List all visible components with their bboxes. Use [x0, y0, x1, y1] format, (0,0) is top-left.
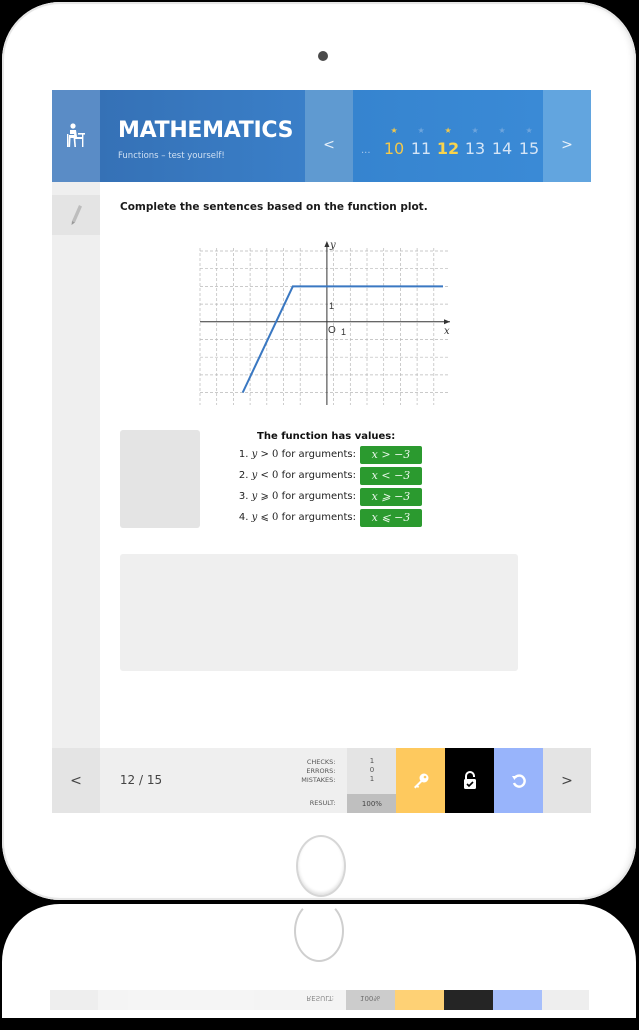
answer-row-3: 3. y ⩾ 0 for arguments: x ⩾ −3: [227, 486, 422, 507]
errors-label: ERRORS:: [306, 767, 336, 775]
function-plot: [192, 235, 462, 410]
answers-heading: The function has values:: [257, 431, 396, 442]
next-page-button[interactable]: >: [543, 90, 591, 182]
result-label: RESULT:: [309, 799, 336, 807]
page-indicator: 12 / 15: [119, 772, 163, 787]
page-10[interactable]: ★ 10: [381, 139, 408, 158]
show-answer-button[interactable]: [396, 748, 445, 813]
answer-chip-1[interactable]: x > −3: [360, 446, 422, 464]
svg-text:y: y: [330, 240, 336, 251]
title-block: [100, 90, 305, 182]
tool-sidebar: [52, 182, 100, 748]
answer-chip-4[interactable]: x ⩽ −3: [360, 509, 422, 527]
answer-chip-2[interactable]: x < −3: [360, 467, 422, 485]
checks-value: 1: [369, 757, 375, 765]
star-icon: ★: [525, 126, 533, 135]
footer-reflection: RESULT: 100%: [50, 990, 589, 1010]
star-icon: ★: [390, 126, 398, 135]
mistakes-label: MISTAKES:: [301, 776, 336, 784]
home-button[interactable]: [296, 835, 346, 897]
image-placeholder: [120, 430, 200, 528]
student-at-desk-icon: [52, 90, 100, 182]
answer-row-1: 1. y > 0 for arguments: x > −3: [227, 444, 422, 465]
answer-row-4: 4. y ⩽ 0 for arguments: x ⩽ −3: [227, 507, 422, 528]
page-11[interactable]: ★ 11: [408, 139, 435, 158]
header: [52, 90, 591, 182]
errors-value: 0: [369, 766, 375, 774]
page-15[interactable]: ★ 15: [516, 139, 543, 158]
answers-panel: [227, 431, 457, 528]
tablet-reflection: [2, 904, 636, 1018]
star-icon: ★: [444, 126, 452, 135]
star-icon: ★: [471, 126, 479, 135]
star-icon: ★: [417, 126, 425, 135]
feedback-placeholder: [120, 554, 518, 671]
more-pages-ellipsis[interactable]: ...: [361, 145, 371, 156]
answer-chip-3[interactable]: x ⩾ −3: [360, 488, 422, 506]
tablet-frame: [2, 2, 636, 900]
svg-text:O: O: [328, 325, 336, 336]
pencil-icon: [69, 204, 83, 226]
answer-row-2: 2. y < 0 for arguments: x < −3: [227, 465, 422, 486]
page-12-current[interactable]: ★ 12: [435, 139, 462, 158]
app-subtitle: Functions – test yourself!: [118, 151, 225, 161]
camera: [318, 51, 328, 61]
task-prompt: Complete the sentences based on the function plot.: [120, 201, 428, 213]
stats-labels: [170, 748, 348, 813]
checks-label: CHECKS:: [306, 758, 336, 766]
app-title: MATHEMATICS: [118, 118, 294, 143]
prev-page-button[interactable]: <: [305, 90, 353, 182]
footer-bar: [52, 748, 591, 813]
result-value: 100%: [347, 794, 396, 813]
home-button-reflection: [294, 904, 344, 962]
page-14[interactable]: ★ 14: [489, 139, 516, 158]
svg-text:1: 1: [329, 301, 335, 311]
page-selector: [353, 90, 543, 182]
key-icon: [412, 772, 430, 790]
unlock-check-icon: [462, 771, 478, 791]
mistakes-value: 1: [369, 775, 375, 783]
check-answer-button[interactable]: [445, 748, 494, 813]
reset-icon: [510, 772, 528, 790]
pencil-tool-button[interactable]: [52, 195, 100, 235]
prev-task-button[interactable]: <: [52, 748, 100, 813]
reset-button[interactable]: [494, 748, 543, 813]
star-icon: ★: [498, 126, 506, 135]
page-13[interactable]: ★ 13: [462, 139, 489, 158]
app-screen: [52, 90, 591, 813]
svg-text:1: 1: [341, 327, 347, 337]
next-task-button[interactable]: >: [543, 748, 591, 813]
svg-text:x: x: [444, 326, 450, 337]
stats-values: [347, 748, 396, 813]
